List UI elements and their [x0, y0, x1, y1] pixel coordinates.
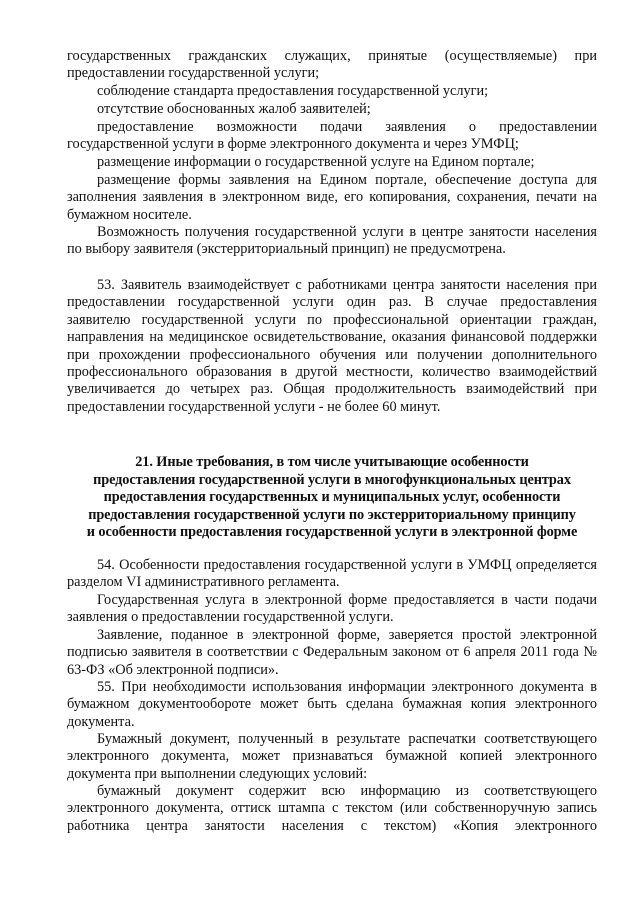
section-heading-line: предоставления государственной услуги в многофункциональных центрах: [93, 471, 571, 488]
paragraph-portal-info: размещение информации о государственной услуге на Едином портале;: [97, 154, 535, 170]
paragraph-no-complaints: отсутствие обоснованных жалоб заявителей;: [97, 101, 371, 117]
paragraph-54-umfc: 54. Особенности предоставления государственной услуги в УМФЦ определяется разделом VI административного регламента.: [67, 557, 597, 591]
paragraph-paper-document-content: бумажный документ содержит всю информацию из соответствующего электронного документа, оттиск штампа с текстом (или собственноручную запись работника центра занятости населения с текстом) «Копия электронного: [67, 783, 597, 834]
paragraph-53-interactions: 53. Заявитель взаимодействует с работниками центра занятости населения при предоставлении государственной услуги один раз. В случае предоставления заявителю государственной услуги по профессиональной ориентации граждан, направления на медицинское освидетельствование, оказания финансовой поддержки при прохождении профессионального обучения или получении дополнительного профессионального образования в другой местности, количество взаимодействий увеличивается до четырех раз. Общая продолжительность взаимодействий при предоставлении государственной услуги - не более 60 минут.: [67, 277, 597, 415]
section-heading-21: [58, 454, 606, 542]
paragraph-55-paper-copy: 55. При необходимости использования информации электронного документа в бумажном документообороте может быть сделана бумажная копия электронного документа.: [67, 679, 597, 730]
section-heading-line: предоставления государственной услуги по экстерриториальному принципу: [88, 506, 576, 523]
paragraph-paper-document-conditions: Бумажный документ, полученный в результате распечатки соответствующего электронного документа, может признаваться бумажной копией электронного документа при выполнении следующих условий:: [67, 731, 597, 782]
paragraph-electronic-service: Государственная услуга в электронной форме предоставляется в части подачи заявления о предоставлении государственной услуги.: [67, 592, 597, 626]
paragraph-electronic-signature: Заявление, поданное в электронной форме, заверяется простой электронной подписью заявителя в соответствии с Федеральным законом от 6 апреля 2011 года № 63-ФЗ «Об электронной подписи».: [67, 627, 597, 678]
paragraph-portal-form: размещение формы заявления на Едином портале, обеспечение доступа для заполнения заявления в электронном виде, его копирования, сохранения, печати на бумажном носителе.: [67, 172, 597, 223]
section-heading-line: предоставления государственных и муниципальных услуг, особенности: [103, 489, 561, 505]
paragraph-electronic-submission: предоставление возможности подачи заявления о предоставлении государственной услуги в форме электронного документа и через УМФЦ;: [67, 119, 597, 153]
section-heading-line: 21. Иные требования, в том числе учитывающие особенности: [135, 454, 529, 470]
paragraph-extraterritorial: Возможность получения государственной услуги в центре занятости населения по выбору заявителя (экстерриториальный принцип) не предусмотрена.: [67, 224, 597, 258]
paragraph-continuation-servants: государственных гражданских служащих, принятые (осуществляемые) при предоставлении государственной услуги;: [67, 48, 597, 82]
paragraph-standard-compliance: соблюдение стандарта предоставления государственной услуги;: [97, 83, 489, 99]
section-heading-line: и особенности предоставления государственной услуги в электронной форме: [86, 524, 578, 540]
